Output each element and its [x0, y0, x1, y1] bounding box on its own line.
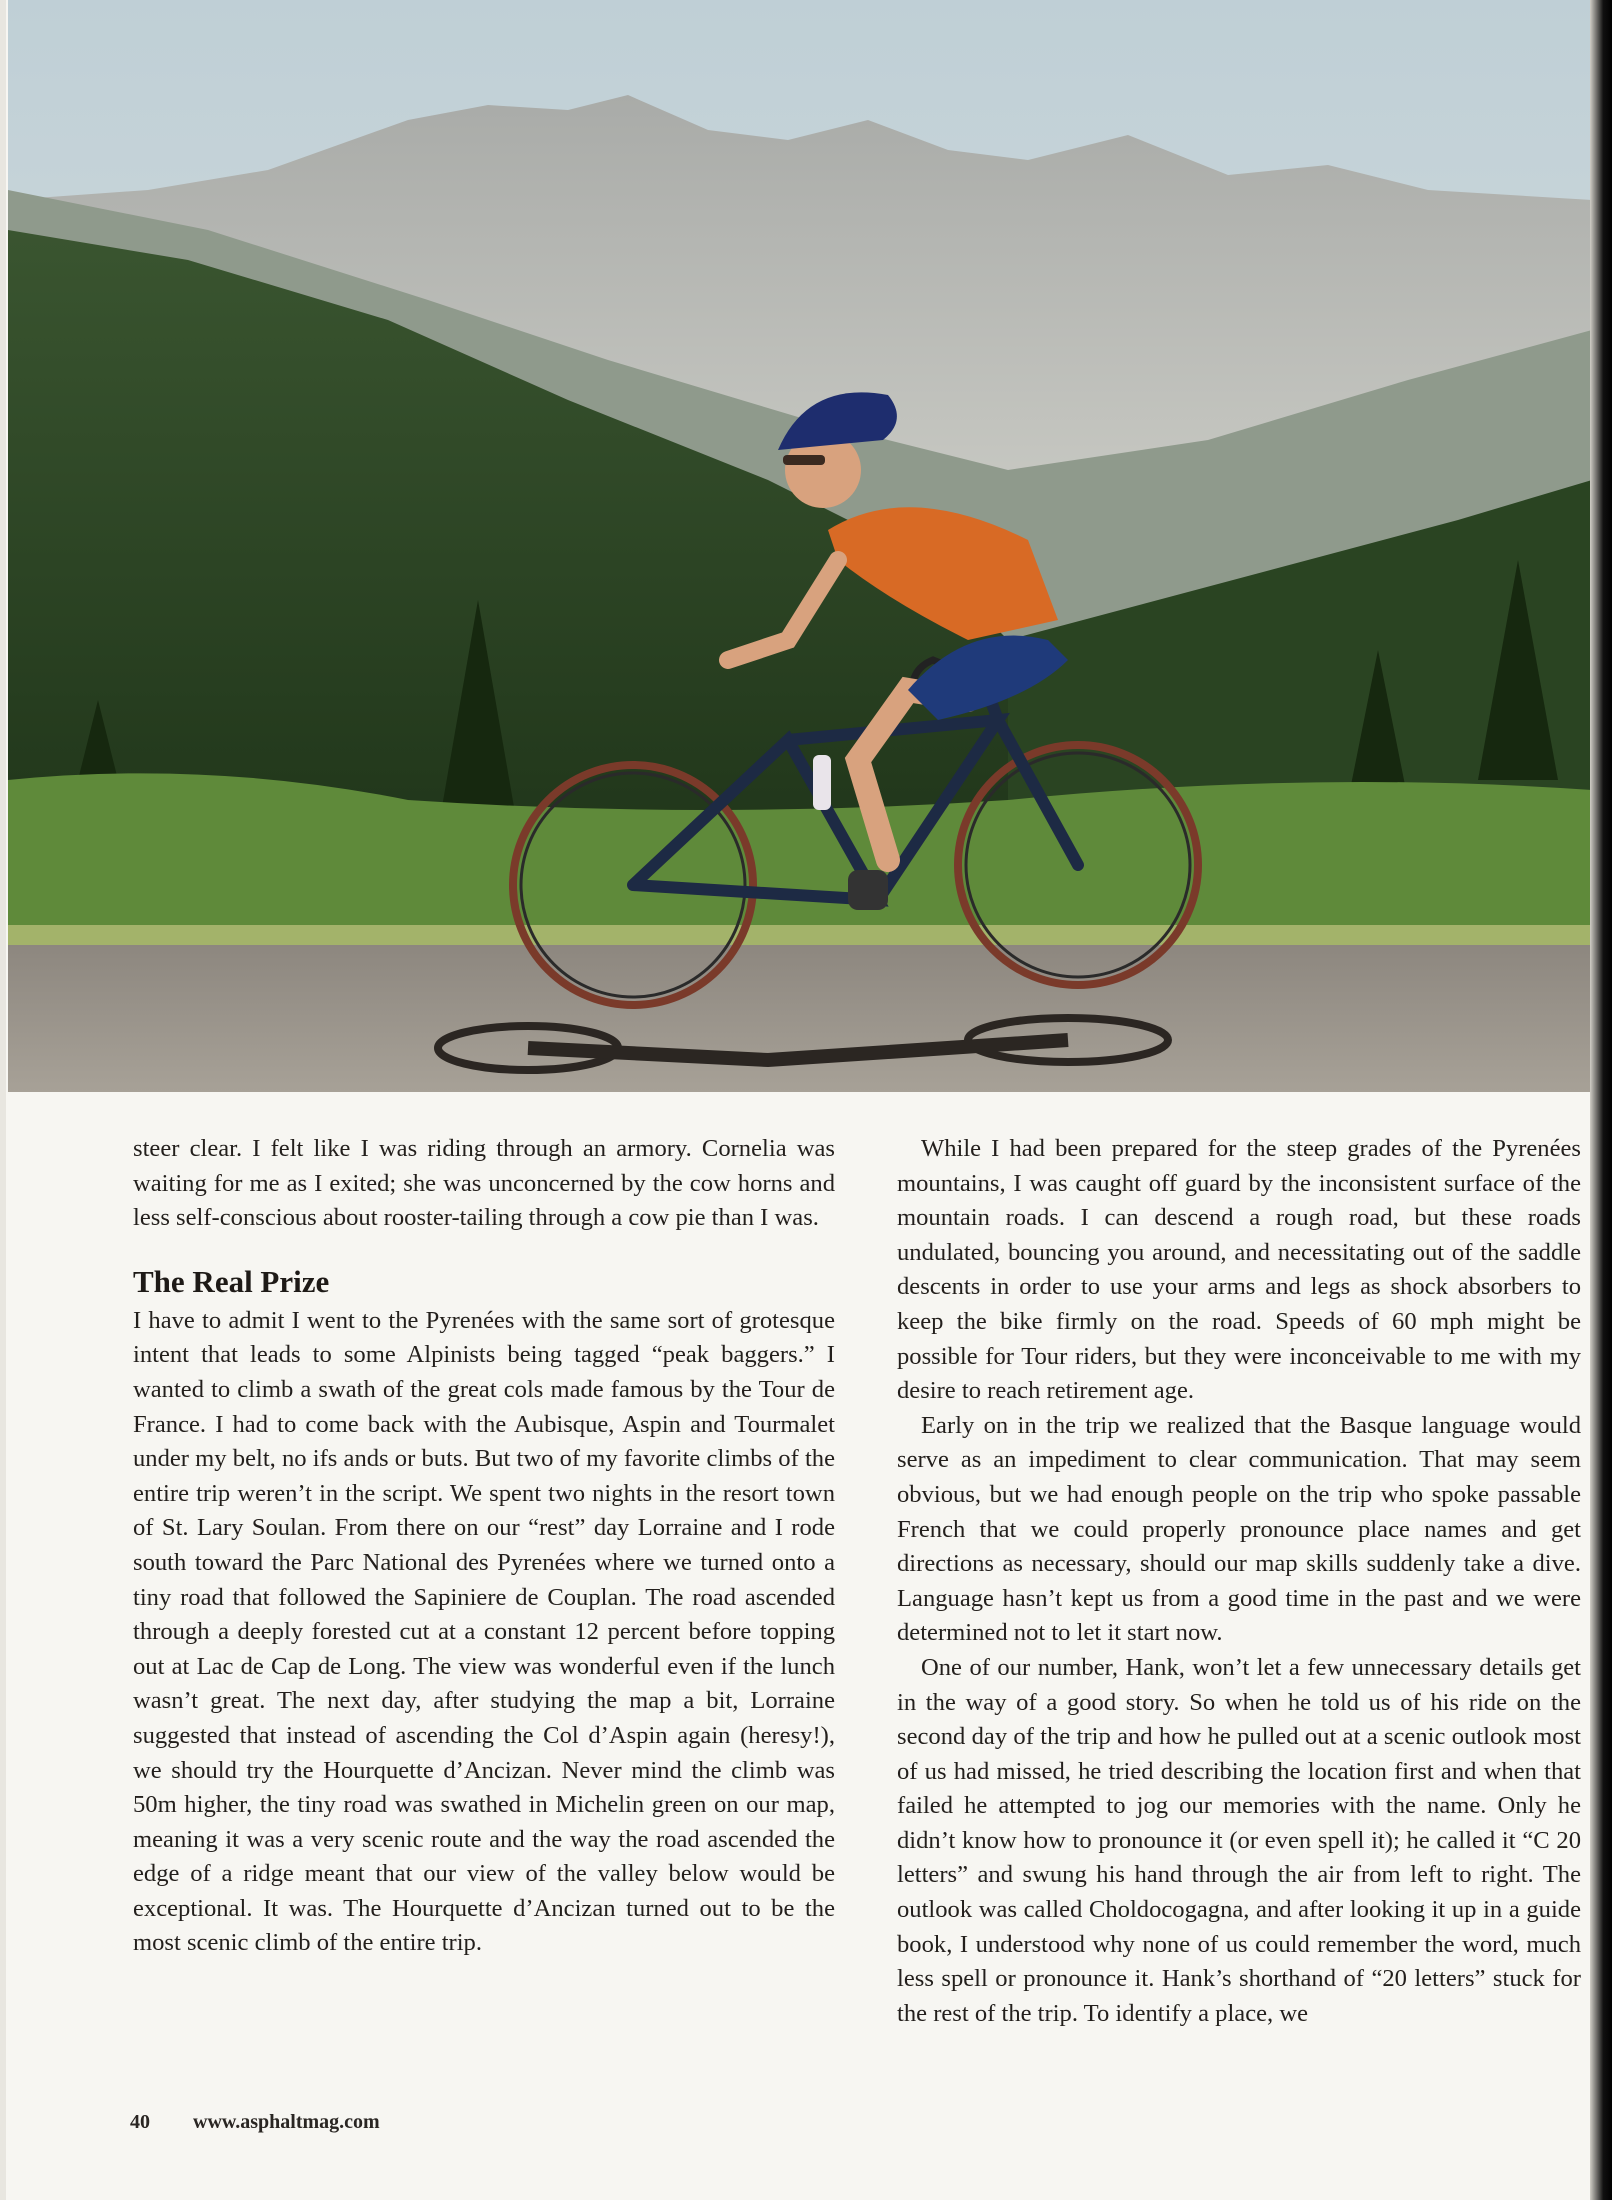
page-number: 40	[130, 2111, 150, 2133]
paragraph-hank-story: One of our number, Hank, won’t let a few unnecessary details get in the way of a good story. So when he told us of his ride on the second day of the trip and how he pulled out at a scenic outlook most of us had missed, he tried describing the location first and when that failed he attempted to jog our memories with the name. Only he didn’t know how to pronounce it (or even spell it); he called it “C 20 letters” and swung his hand through the air from left to right. The outlook was called Choldocogagna, and after looking it up in a guide book, I understood why none of us could remember the word, much less spell or pronounce it. Hank’s shorthand of “20 letters” stuck for the rest of the trip. To identify a place, we	[897, 1653, 1581, 2027]
paragraph-language: Early on in the trip we realized that the Basque language would serve as an impediment to clear communication. That may seem obvious, but we had enough people on the trip who spoke passable French that we could properly pronounce place names and get directions as necessary, should our map skills suddenly take a dive. Language hasn’t kept us from a good time in the past and we were determined not to let it start now.	[897, 1411, 1581, 1647]
website-link[interactable]: www.asphaltmag.com	[193, 2111, 380, 2133]
chainring	[848, 870, 888, 910]
page-footer	[130, 2111, 380, 2134]
page-left-edge	[0, 0, 6, 2200]
binding-spine	[1590, 0, 1612, 2200]
intro-paragraph: steer clear. I felt like I was riding through an armory. Cornelia was waiting for me as I exited; she was unconcerned by the cow horns and less self-conscious about rooster-tailing through a cow pie than I was.	[133, 1135, 835, 1232]
rider-sunglasses	[783, 455, 825, 465]
body-paragraph: I have to admit I went to the Pyrenées with the same sort of grotesque intent that leads to some Alpinists being tagged “peak baggers.” I wanted to climb a swath of the great cols made famous by the Tour de France. I had to come back with the Aubisque, Aspin and Tourmalet under my belt, no ifs ands or buts. But two of my favorite climbs of the entire trip weren’t in the script. We spent two nights in the resort town of St. Lary Soulan. From there on our “rest” day Lorraine and I rode south toward the Parc National des Pyrenées where we turned onto a tiny road that followed the Sapiniere de Couplan. The road ascended through a deeply forested cut at a constant 12 percent before topping out at Lac de Cap de Long. The view was wonderful even if the lunch wasn’t great. The next day, after studying the map a bit, Lorraine suggested that instead of ascending the Col d’Aspin again (heresy!), we should try the Hourquette d’Ancizan. Never mind the climb was 50m higher, the tiny road was swathed in Michelin green on our map, meaning it was a very scenic route and the way the road ascended the edge of a ridge meant that our view of the valley below would be exceptional. It was. The Hourquette d’Ancizan turned out to be the most scenic climb of the entire trip.	[133, 1306, 835, 1957]
water-bottle	[813, 755, 831, 810]
cyclist-photo	[8, 0, 1592, 1092]
grass-edge	[8, 925, 1592, 945]
column-right	[897, 1132, 1581, 2031]
cyclist-photo-illustration	[8, 0, 1592, 1092]
road	[8, 945, 1592, 1092]
paragraph-road-surface: While I had been prepared for the steep grades of the Pyrenées mountains, I was caught off guard by the inconsistent surface of the mountain roads. I can descend a rough road, but these roads undulated, bouncing you around, and necessitating out of the saddle descents in order to use your arms and legs as shock absorbers to keep the bike firmly on the road. Speeds of 60 mph might be possible for Tour riders, but they were inconceivable to me with my desire to reach retirement age.	[897, 1135, 1581, 1405]
column-left	[133, 1132, 835, 1961]
section-heading: The Real Prize	[133, 1263, 330, 1299]
